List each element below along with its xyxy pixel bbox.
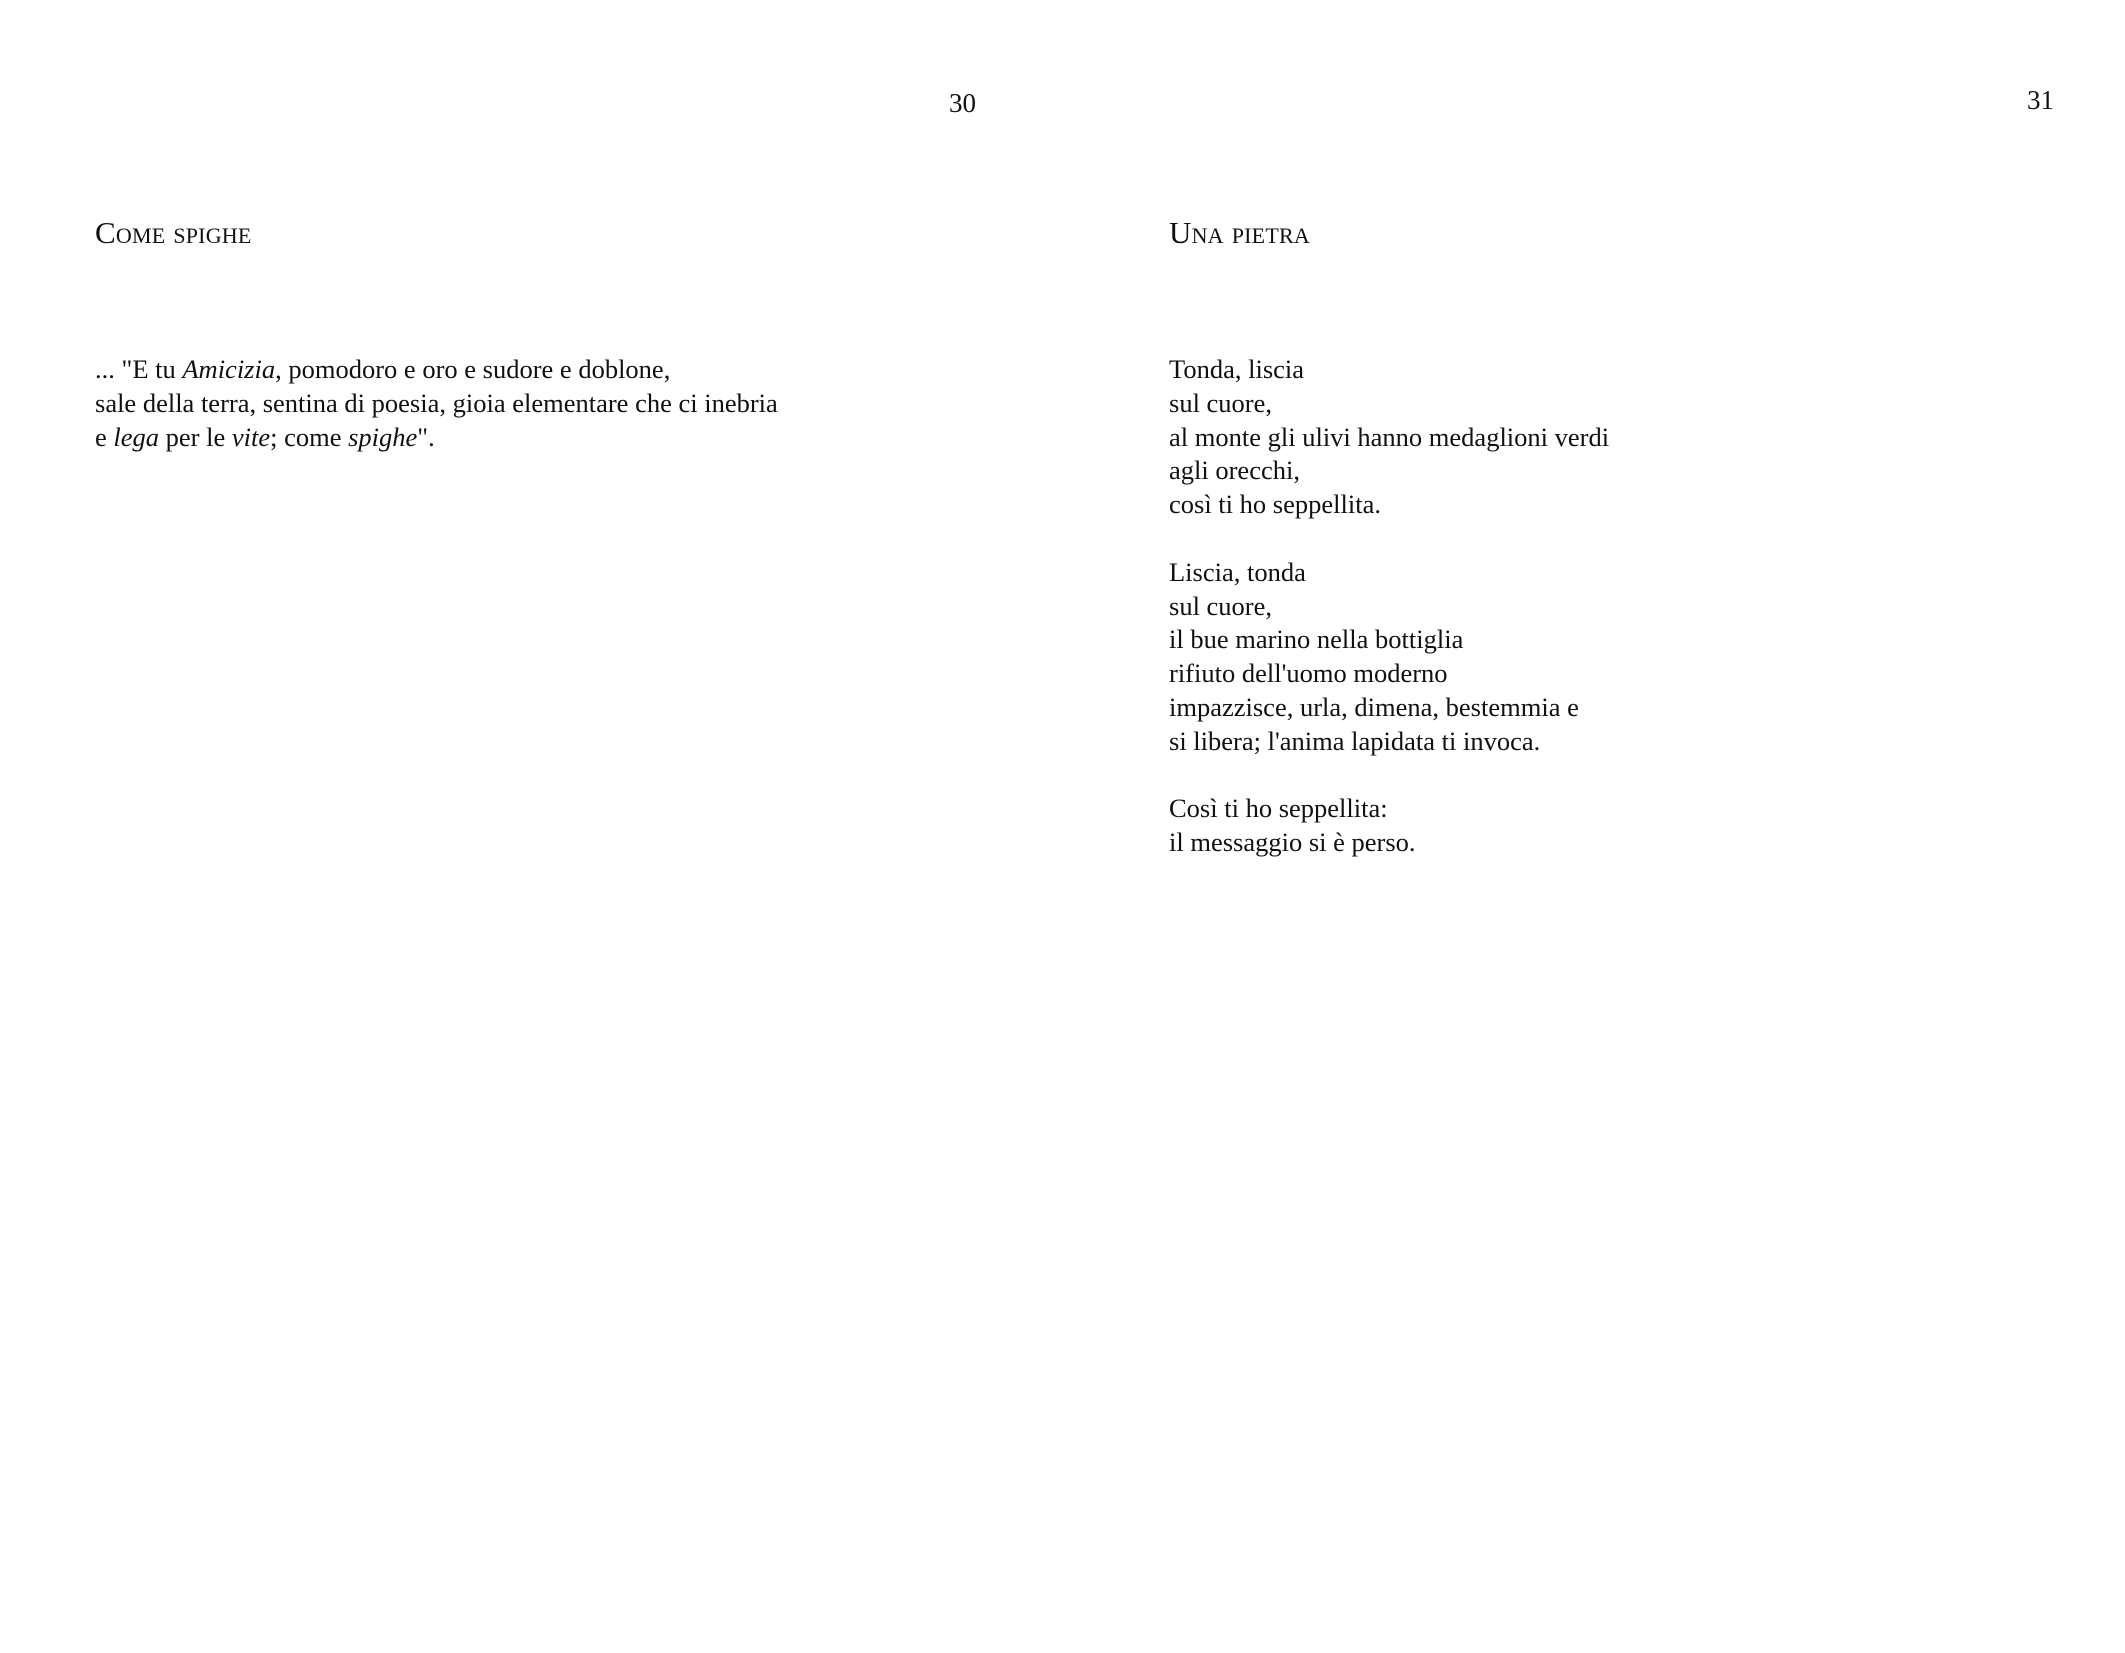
- poem-body-right: [1169, 353, 1609, 860]
- poem-line: [95, 387, 778, 421]
- stanza-break: [1169, 522, 1609, 556]
- poem-line: si libera; l'anima lapidata ti invoca.: [1169, 725, 1541, 756]
- italic-segment: vite: [231, 421, 271, 452]
- poem-title-right: Una pietra: [1169, 215, 1310, 250]
- poem-line: agli orecchi,: [1169, 455, 1300, 486]
- right-page: [1062, 0, 2125, 1653]
- poem-line: [95, 421, 778, 455]
- page-number-right: 31: [2027, 85, 2054, 115]
- poem-line: Così ti ho seppellita:: [1169, 793, 1388, 824]
- poem-line: il messaggio si è perso.: [1169, 827, 1416, 858]
- poem-line: sul cuore,: [1169, 387, 1273, 418]
- poem-line: Liscia, tonda: [1169, 556, 1306, 587]
- italic-segment: spighe: [348, 421, 418, 452]
- poem-line: sul cuore,: [1169, 590, 1273, 621]
- italic-segment: lega: [113, 421, 160, 452]
- left-page: [0, 0, 1062, 1653]
- poem-line: [95, 353, 778, 387]
- text-segment: ; come: [270, 421, 349, 452]
- page-number-left: 30: [949, 88, 976, 118]
- poem-title-left: Come spighe: [95, 215, 252, 250]
- italic-segment: Amicizia: [182, 354, 276, 384]
- poem-line: così ti ho seppellita.: [1169, 489, 1381, 520]
- poem-line: il bue marino nella bottiglia: [1169, 624, 1464, 655]
- text-segment: per le: [159, 421, 232, 452]
- poem-line: Tonda, liscia: [1169, 354, 1305, 384]
- stanza-break: [1169, 759, 1609, 793]
- poem-line: impazzisce, urla, dimena, bestemmia e: [1169, 691, 1579, 722]
- text-segment: ... "E tu: [95, 354, 183, 384]
- text-segment: e: [95, 421, 114, 452]
- poem-line: rifiuto dell'uomo moderno: [1169, 658, 1448, 689]
- poem-line: al monte gli ulivi hanno medaglioni verdi: [1169, 421, 1610, 452]
- poem-body-left: [95, 353, 778, 454]
- text-segment: sale della terra, sentina di poesia, gioia elementare che ci inebria: [95, 387, 778, 418]
- text-segment: , pomodoro e oro e sudore e doblone,: [275, 354, 671, 384]
- text-segment: ".: [417, 421, 435, 452]
